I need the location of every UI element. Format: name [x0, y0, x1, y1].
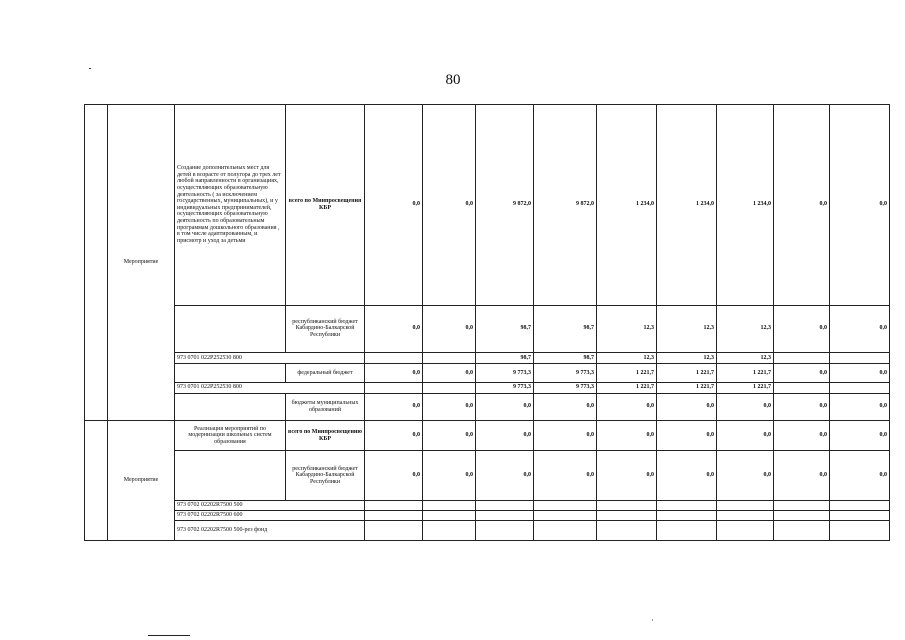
- table-row: [85, 451, 890, 500]
- value-cell: 0,0: [830, 105, 890, 306]
- value-cell: 0,0: [597, 451, 657, 500]
- row-number-cell: [85, 420, 108, 540]
- value-cell: 98,7: [476, 352, 534, 363]
- value-cell: 1 221,7: [657, 382, 717, 393]
- value-cell: [597, 511, 657, 521]
- value-cell: 0,0: [774, 305, 830, 352]
- budget-table: [84, 104, 890, 541]
- value-cell: [830, 521, 890, 541]
- value-cell: 0,0: [717, 451, 774, 500]
- scan-mark: [652, 619, 653, 621]
- value-cell: 0,0: [657, 393, 717, 420]
- value-cell: 98,7: [534, 305, 597, 352]
- table-row: [85, 352, 890, 363]
- value-cell: 0,0: [597, 420, 657, 451]
- value-cell: 12,3: [657, 305, 717, 352]
- value-cell: 9 773,3: [476, 364, 534, 383]
- value-cell: 12,3: [597, 305, 657, 352]
- value-cell: [423, 352, 476, 363]
- value-cell: 1 221,7: [657, 364, 717, 383]
- event-description: Создание дополнительных мест для детей в возрасте от полугора до трех лет любой направленности в организациях, осуществляющих образовательную деятельность ( за исключением государственных, муниципальных), и у индивидуальных предпринимателей, осуществляющих образовательную деятельность по образовательным программам дошкольного образования , в том числе адаптированным, и присмотр и уход за детьми: [175, 105, 286, 306]
- value-cell: 0,0: [717, 420, 774, 451]
- value-cell: 0,0: [365, 305, 423, 352]
- value-cell: 0,0: [717, 393, 774, 420]
- table-row: [85, 511, 890, 521]
- scan-dot: [89, 68, 91, 69]
- empty-description-cell: [175, 364, 286, 383]
- value-cell: [774, 352, 830, 363]
- value-cell: 0,0: [774, 420, 830, 451]
- value-cell: 0,0: [657, 451, 717, 500]
- value-cell: [830, 511, 890, 521]
- value-cell: 0,0: [774, 105, 830, 306]
- value-cell: 1 221,7: [717, 364, 774, 383]
- value-cell: 0,0: [365, 364, 423, 383]
- value-cell: [423, 521, 476, 541]
- value-cell: 0,0: [365, 105, 423, 306]
- value-cell: 0,0: [423, 105, 476, 306]
- value-cell: [365, 521, 423, 541]
- value-cell: [717, 511, 774, 521]
- value-cell: [423, 511, 476, 521]
- value-cell: [657, 500, 717, 510]
- value-cell: [365, 382, 423, 393]
- value-cell: 0,0: [423, 393, 476, 420]
- value-cell: 0,0: [657, 420, 717, 451]
- value-cell: 0,0: [423, 451, 476, 500]
- value-cell: [774, 511, 830, 521]
- value-cell: 0,0: [476, 393, 534, 420]
- value-cell: 98,7: [476, 305, 534, 352]
- value-cell: [534, 511, 597, 521]
- value-cell: 9 773,3: [476, 382, 534, 393]
- funding-source: бюджеты муниципальных образований: [286, 393, 365, 420]
- value-cell: 1 221,7: [597, 382, 657, 393]
- value-cell: 0,0: [774, 451, 830, 500]
- value-cell: [774, 521, 830, 541]
- value-cell: 0,0: [534, 451, 597, 500]
- table-row: [85, 305, 890, 352]
- value-cell: 0,0: [830, 393, 890, 420]
- value-cell: 9 872,0: [534, 105, 597, 306]
- value-cell: [597, 500, 657, 510]
- value-cell: 0,0: [534, 420, 597, 451]
- value-cell: 0,0: [830, 451, 890, 500]
- table-row: [85, 393, 890, 420]
- value-cell: 0,0: [774, 364, 830, 383]
- funding-source: республиканский бюджет Кабардино-Балкарской Республики: [286, 451, 365, 500]
- empty-description-cell: [175, 451, 286, 500]
- value-cell: [534, 500, 597, 510]
- event-kind: Мероприятие: [108, 105, 175, 421]
- value-cell: [774, 382, 830, 393]
- table-row: [85, 521, 890, 541]
- funding-source: всего по Минпросвещению КБР: [286, 420, 365, 451]
- event-kind: Мероприятие: [108, 420, 175, 540]
- value-cell: [365, 511, 423, 521]
- funding-source: федеральный бюджет: [286, 364, 365, 383]
- value-cell: 12,3: [597, 352, 657, 363]
- value-cell: 9 872,0: [476, 105, 534, 306]
- value-cell: 0,0: [365, 420, 423, 451]
- value-cell: 98,7: [534, 352, 597, 363]
- value-cell: 0,0: [476, 451, 534, 500]
- event-description: Реализация мероприятий по модернизации школьных систем образования: [175, 420, 286, 451]
- budget-code: 973 0701 022P252530 800: [175, 352, 365, 363]
- value-cell: [830, 352, 890, 363]
- value-cell: [476, 500, 534, 510]
- value-cell: 1 234,0: [597, 105, 657, 306]
- footer-line: [148, 635, 190, 636]
- table-row: [85, 364, 890, 383]
- row-number-cell: [85, 105, 108, 421]
- value-cell: 0,0: [423, 364, 476, 383]
- budget-code: 973 0702 02202R7500 500: [175, 500, 365, 510]
- value-cell: 0,0: [830, 364, 890, 383]
- value-cell: [717, 500, 774, 510]
- value-cell: 0,0: [365, 451, 423, 500]
- empty-description-cell: [175, 305, 286, 352]
- value-cell: [830, 382, 890, 393]
- value-cell: 0,0: [476, 420, 534, 451]
- value-cell: 9 773,3: [534, 364, 597, 383]
- value-cell: 0,0: [830, 420, 890, 451]
- value-cell: 12,3: [717, 352, 774, 363]
- value-cell: [657, 521, 717, 541]
- value-cell: 0,0: [830, 305, 890, 352]
- budget-code: 973 0702 02202R7500 600: [175, 511, 365, 521]
- value-cell: 1 234,0: [717, 105, 774, 306]
- value-cell: 0,0: [774, 393, 830, 420]
- value-cell: 0,0: [597, 393, 657, 420]
- value-cell: 0,0: [534, 393, 597, 420]
- value-cell: [476, 511, 534, 521]
- value-cell: [717, 521, 774, 541]
- value-cell: [365, 500, 423, 510]
- value-cell: [476, 521, 534, 541]
- funding-source: республиканский бюджет Кабардино-Балкарской Республики: [286, 305, 365, 352]
- value-cell: 9 773,3: [534, 382, 597, 393]
- value-cell: 0,0: [423, 305, 476, 352]
- value-cell: 1 221,7: [717, 382, 774, 393]
- funding-source: всего по Минпросвещения КБР: [286, 105, 365, 306]
- budget-code: 973 0702 02202R7500 500-рез фонд: [175, 521, 365, 541]
- value-cell: 1 234,0: [657, 105, 717, 306]
- value-cell: [657, 511, 717, 521]
- value-cell: 0,0: [423, 420, 476, 451]
- table-row: [85, 105, 890, 306]
- empty-description-cell: [175, 393, 286, 420]
- value-cell: [774, 500, 830, 510]
- value-cell: 12,3: [657, 352, 717, 363]
- value-cell: [597, 521, 657, 541]
- budget-code: 973 0701 022P252530 800: [175, 382, 365, 393]
- value-cell: [423, 500, 476, 510]
- value-cell: [534, 521, 597, 541]
- value-cell: 12,3: [717, 305, 774, 352]
- table-row: [85, 420, 890, 451]
- page-number: 80: [445, 72, 461, 88]
- value-cell: [423, 382, 476, 393]
- value-cell: [365, 352, 423, 363]
- value-cell: [830, 500, 890, 510]
- table-row: [85, 382, 890, 393]
- value-cell: 1 221,7: [597, 364, 657, 383]
- value-cell: 0,0: [365, 393, 423, 420]
- table-row: [85, 500, 890, 510]
